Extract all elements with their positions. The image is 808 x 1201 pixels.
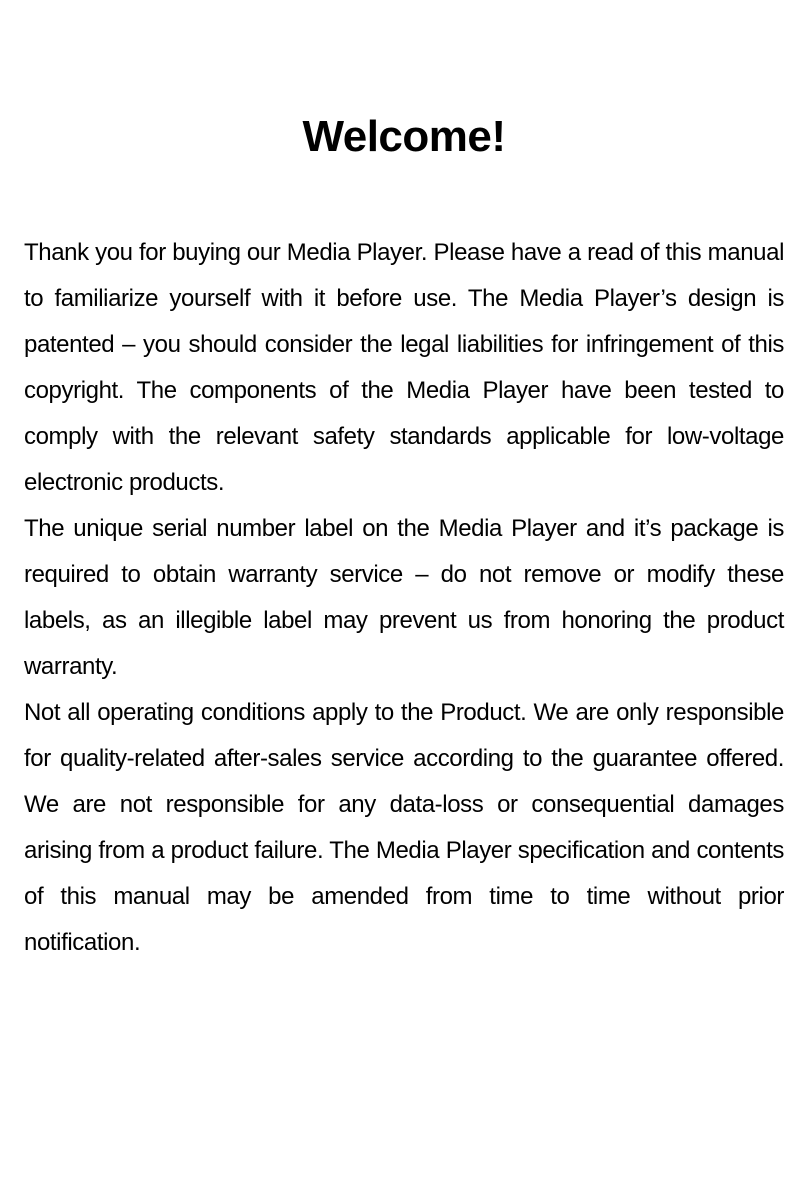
welcome-body: [24, 230, 784, 966]
paragraph-operating-conditions: Not all operating conditions apply to the Product. We are only responsible for quality-related after-sales service according to the guarantee offered. We are not responsible for any data-loss or consequential damages arising from a product failure. The Media Player specification and contents of this manual may be amended from time to time without prior notification.: [24, 699, 784, 956]
page-title: Welcome!: [302, 112, 506, 161]
paragraph-introduction: Thank you for buying our Media Player. Please have a read of this manual to familiarize yourself with it before use. The Media Player’s design is patented – you should consider the legal liabilities for infringement of this copyright. The components of the Media Player have been tested to comply with the relevant safety standards applicable for low-voltage electronic products.: [24, 239, 784, 496]
paragraph-serial-label: The unique serial number label on the Media Player and it’s package is required to obtain warranty service – do not remove or modify these labels, as an illegible label may prevent us from honoring the product warranty.: [24, 515, 784, 680]
